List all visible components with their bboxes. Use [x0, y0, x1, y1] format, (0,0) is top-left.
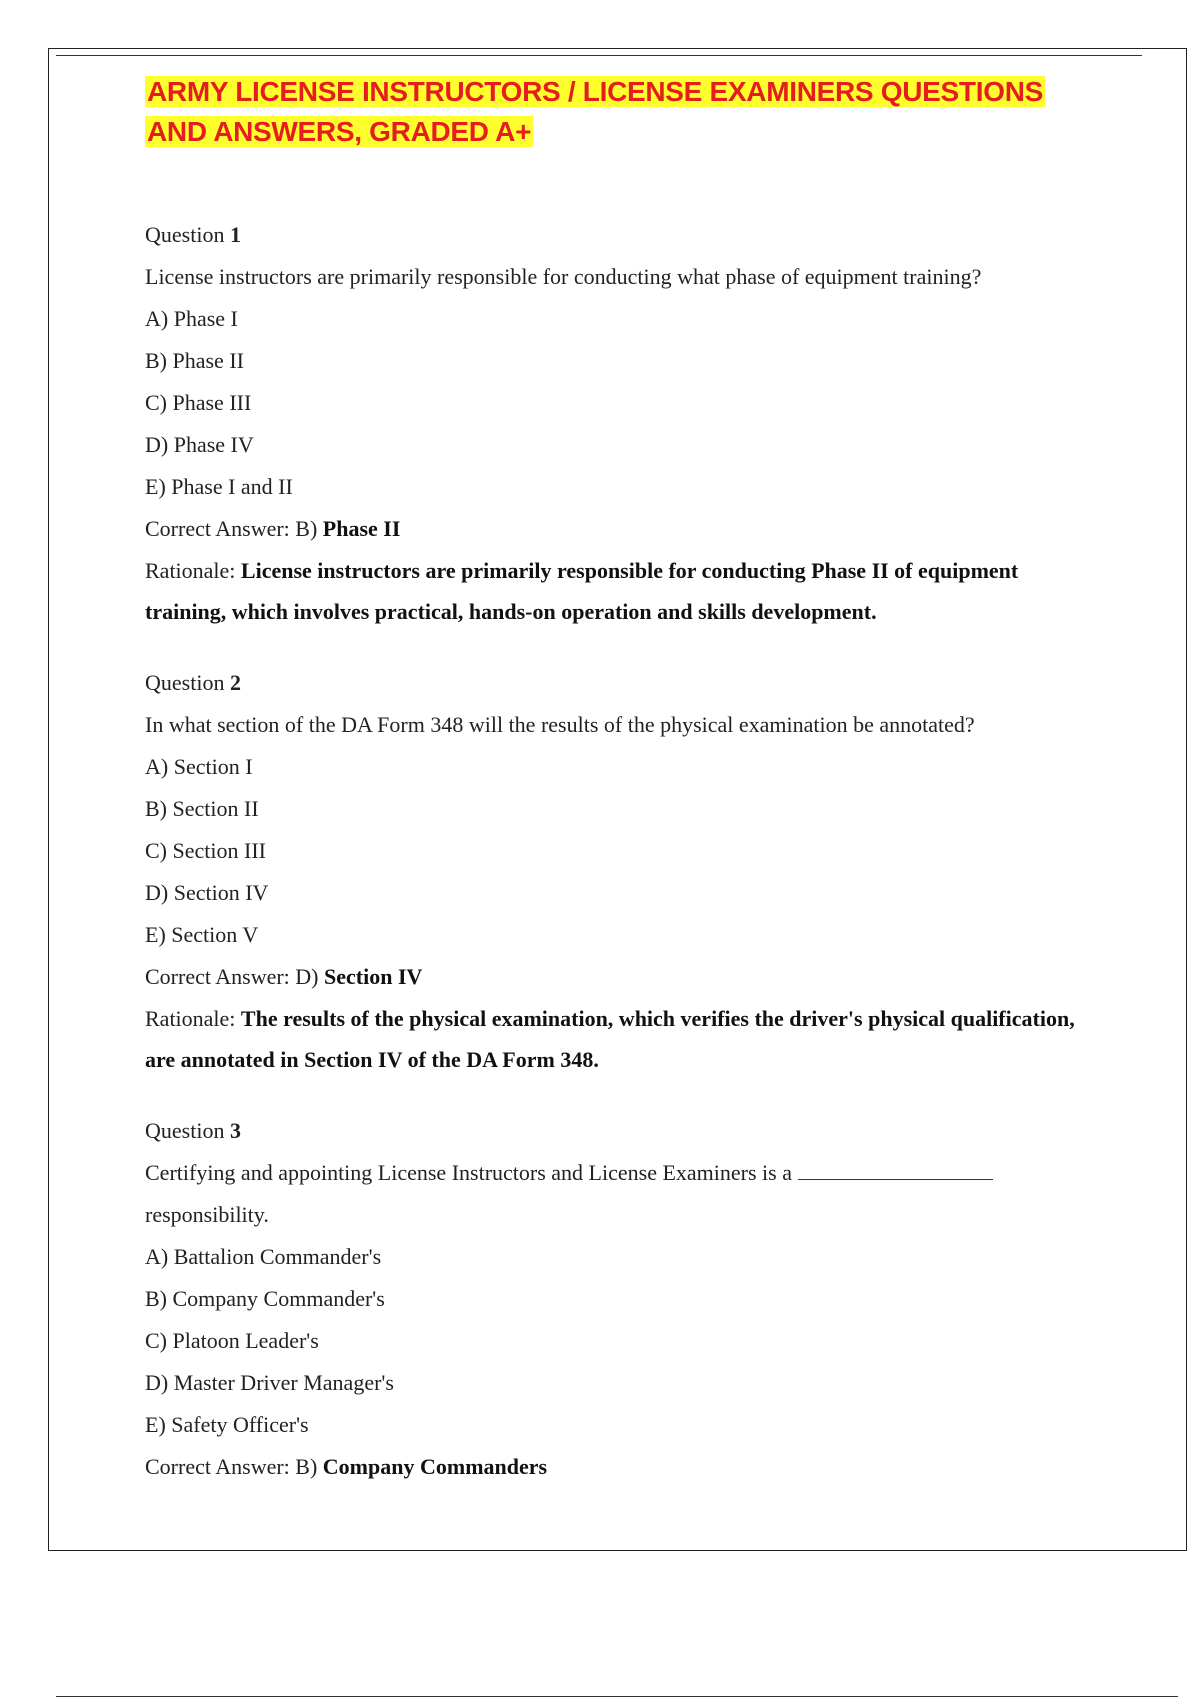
answer-label: Correct Answer: — [145, 516, 290, 541]
answer-text: Section IV — [324, 964, 423, 989]
question-heading — [145, 662, 1085, 704]
question-block-3 — [145, 1110, 1085, 1488]
question-label: Question — [145, 1118, 225, 1143]
option-b: B) Section II — [145, 796, 259, 821]
question-number: 2 — [229, 670, 241, 695]
answer-letter: B) — [295, 1454, 318, 1479]
correct-answer — [145, 956, 1085, 998]
option-d: D) Phase IV — [145, 432, 254, 457]
question-heading — [145, 214, 1085, 256]
answer-label: Correct Answer: — [145, 964, 290, 989]
title-text: ARMY LICENSE INSTRUCTORS / LICENSE EXAMINERS QUESTIONS AND ANSWERS, GRADED A+ — [147, 76, 1043, 147]
answer-text: Company Commanders — [322, 1454, 548, 1479]
option-c: C) Phase III — [145, 390, 252, 415]
answer-text: Phase II — [322, 516, 401, 541]
option-b: B) Company Commander's — [145, 1286, 385, 1311]
correct-answer — [145, 508, 1085, 550]
question-text-after-blank: responsibility. — [145, 1202, 269, 1227]
option-a: A) Phase I — [145, 306, 238, 331]
rationale — [145, 550, 1085, 632]
option-a: A) Section I — [145, 754, 253, 779]
answer-letter: B) — [295, 516, 318, 541]
answer-label: Correct Answer: — [145, 1454, 290, 1479]
option-e: E) Safety Officer's — [145, 1412, 309, 1437]
rationale-text: The results of the physical examination, which verifies the driver's physical qualification, are annotated in Section IV of the DA Form 348. — [145, 1006, 1075, 1072]
option-e: E) Phase I and II — [145, 474, 293, 499]
question-block-2 — [145, 662, 1085, 1080]
question-text — [145, 1152, 1085, 1194]
question-text-before-blank: Certifying and appointing License Instructors and License Examiners is a — [145, 1160, 792, 1185]
question-text: In what section of the DA Form 348 will the results of the physical examination be annotated? — [145, 712, 975, 737]
question-text: License instructors are primarily responsible for conducting what phase of equipment training? — [145, 264, 982, 289]
fill-in-blank — [798, 1159, 993, 1180]
rationale-label: Rationale: — [145, 558, 236, 583]
document-body — [145, 72, 1085, 1488]
option-a: A) Battalion Commander's — [145, 1244, 382, 1269]
question-heading — [145, 1110, 1085, 1152]
question-number: 3 — [229, 1118, 241, 1143]
rationale-text: License instructors are primarily responsible for conducting Phase II of equipment training, which involves practical, hands-on operation and skills development. — [145, 558, 1019, 624]
rationale — [145, 998, 1085, 1080]
option-e: E) Section V — [145, 922, 259, 947]
correct-answer — [145, 1446, 1085, 1488]
document-title — [145, 72, 1085, 152]
option-d: D) Section IV — [145, 880, 269, 905]
question-number: 1 — [229, 222, 241, 247]
question-label: Question — [145, 670, 225, 695]
question-label: Question — [145, 222, 225, 247]
answer-letter: D) — [295, 964, 319, 989]
question-block-1 — [145, 214, 1085, 632]
option-c: C) Section III — [145, 838, 266, 863]
option-d: D) Master Driver Manager's — [145, 1370, 394, 1395]
top-rule — [56, 55, 1142, 56]
option-c: C) Platoon Leader's — [145, 1328, 319, 1353]
option-b: B) Phase II — [145, 348, 244, 373]
bottom-rule — [56, 1696, 1178, 1697]
rationale-label: Rationale: — [145, 1006, 236, 1031]
